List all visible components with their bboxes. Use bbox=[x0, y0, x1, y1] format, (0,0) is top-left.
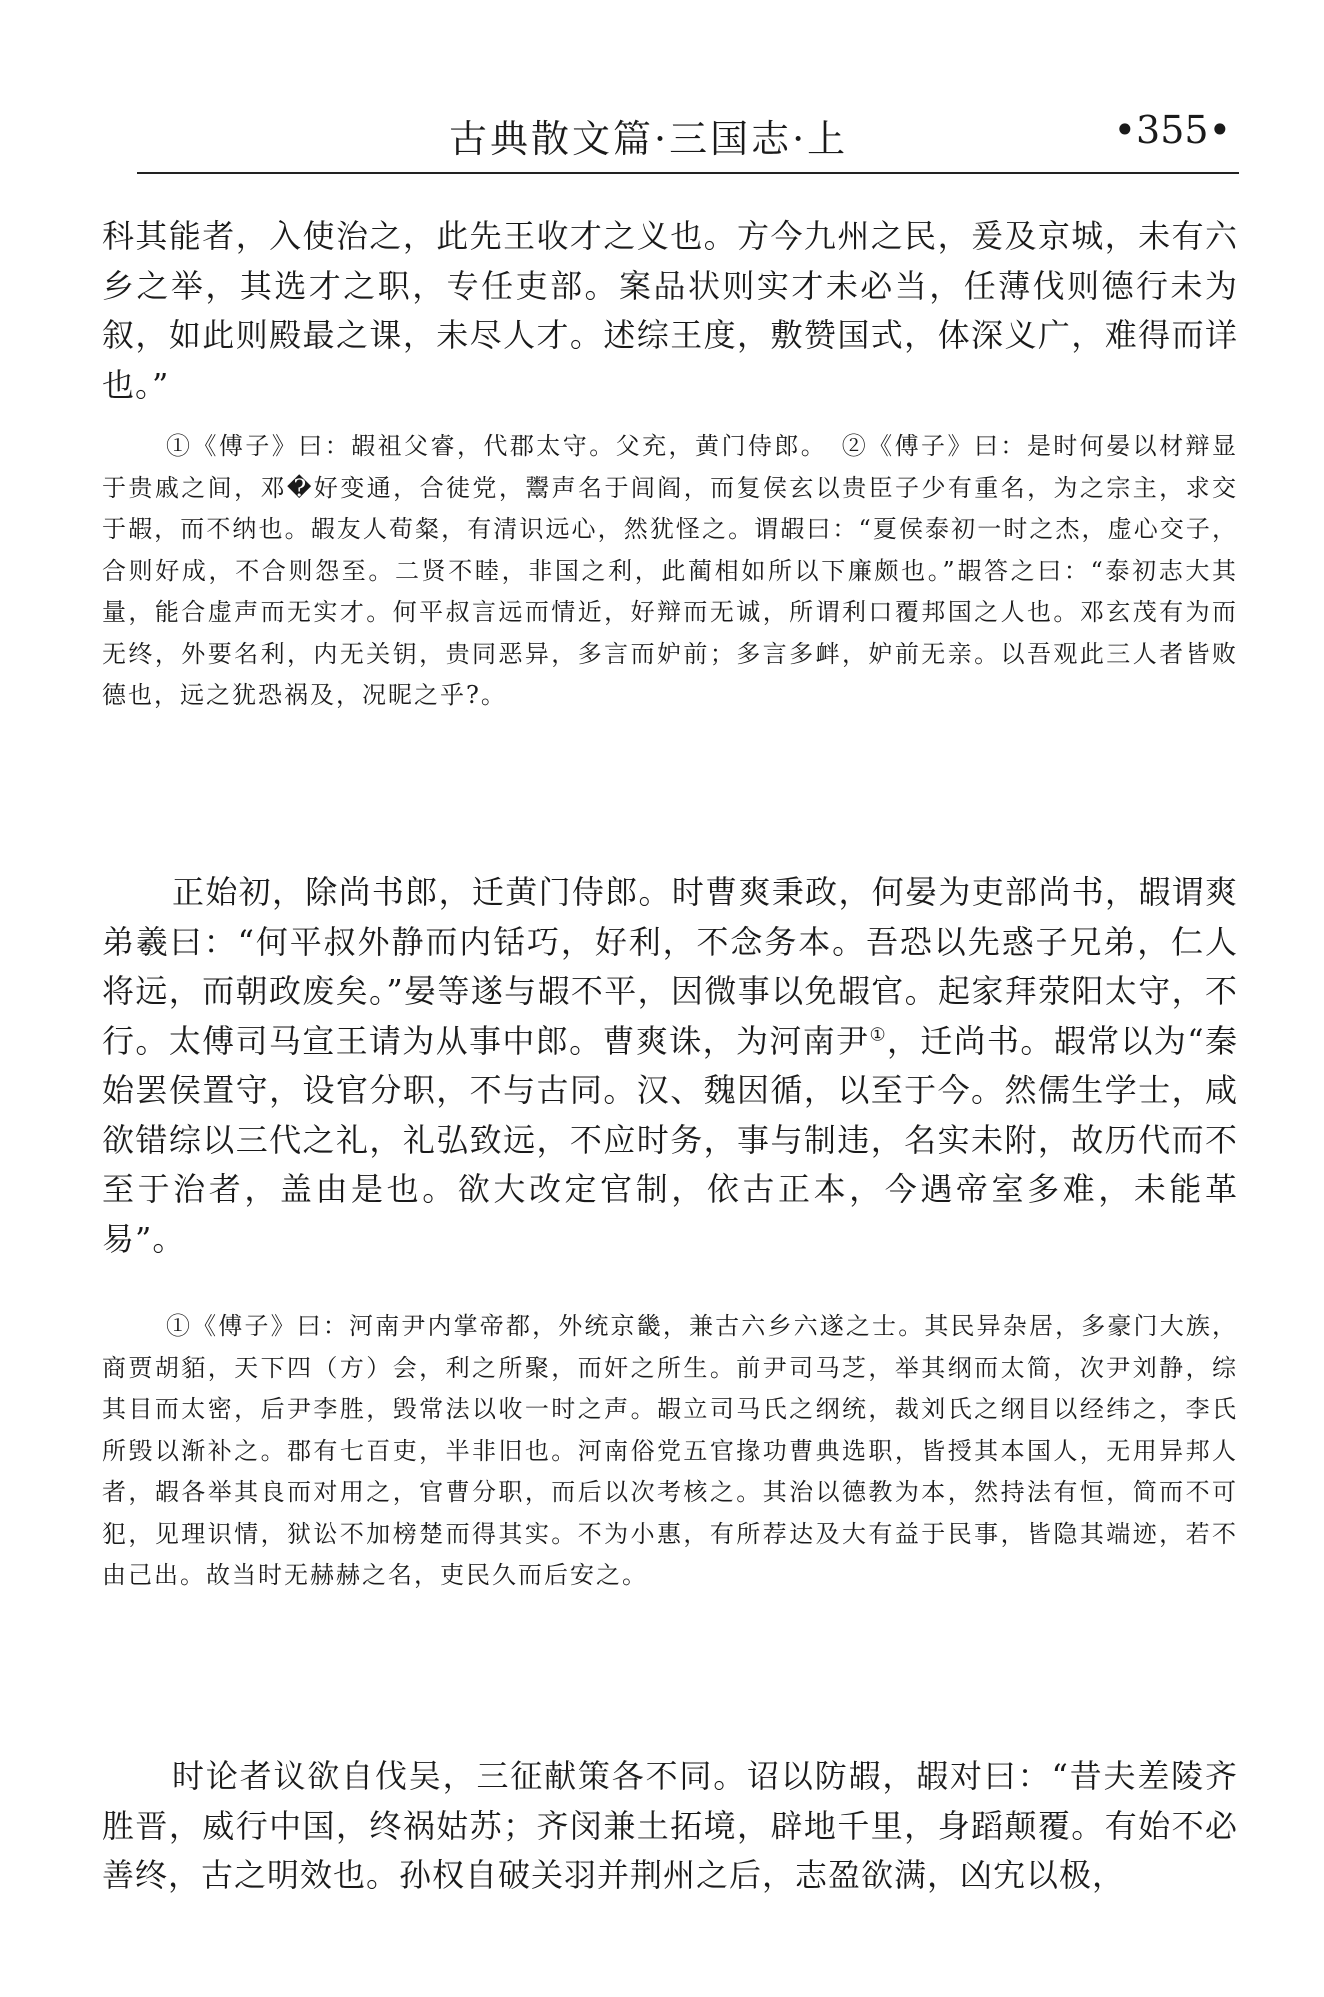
paragraph-2 bbox=[102, 868, 1238, 1264]
annotation-2-text: ①《傅子》曰：河南尹内掌帝都，外统京畿，兼古六乡六遂之士。其民异杂居，多豪门大族，商贾胡貊，天下四（方）会，利之所聚，而奸之所生。前尹司马芝，举其纲而太简，次尹刘静，综其目而太密，后尹李胜，毁常法以收一时之声。嘏立司马氏之纲统，裁刘氏之纲目以经纬之，李氏所毁以渐补之。郡有七百吏，半非旧也。河南俗党五官掾功曹典选职，皆授其本国人，无用异邦人者，嘏各举其良而对用之，官曹分职，而后以次考核之。其治以德教为本，然持法有恒，简而不可犯，见理识情，狱讼不加榜楚而得其实。不为小惠，有所荐达及大有益于民事，皆隐其端迹，若不由己出。故当时无赫赫之名，吏民久而后安之。 bbox=[102, 1312, 1238, 1589]
paragraph-3-text: 时论者议欲自伐吴，三征献策各不同。诏以防嘏，嘏对曰：“昔夫差陵齐胜晋，威行中国，终祸姑苏；齐闵兼土拓境，辟地千里，身蹈颠覆。有始不必善终，古之明效也。孙权自破关羽并荆州之后，志盈欲满，凶宄以极， bbox=[102, 1757, 1238, 1894]
annotation-2 bbox=[102, 1306, 1238, 1597]
paragraph-3 bbox=[102, 1752, 1238, 1901]
running-header bbox=[137, 108, 1239, 174]
paragraph-1-text: 科其能者，入使治之，此先王收才之义也。方今九州之民，爰及京城，未有六乡之举，其选才之职，专任吏部。案品状则实才未必当，任薄伐则德行未为叙，如此则殿最之课，未尽人才。述综王度，敷赞国式，体深义广，难得而详也。” bbox=[102, 217, 1238, 404]
header-title: 古典散文篇·三国志·上 bbox=[449, 117, 849, 161]
annotation-1 bbox=[102, 426, 1238, 717]
paragraph-2-part-a: 正始初，除尚书郎，迁黄门侍郎。时曹爽秉政，何晏为吏部尚书，嘏谓爽弟羲曰：“何平叔外静而内铦巧，好利，不念务本。吾恐以先惑子兄弟，仁人将远，而朝政废矣。”晏等遂与嘏不平，因微事以免嘏官。起家拜荥阳太守，不行。太傅司马宣王请为从事中郎。曹爽诛，为河南尹 bbox=[102, 873, 1238, 1060]
footnote-marker: ① bbox=[869, 1023, 887, 1045]
paragraph-2-text bbox=[102, 868, 1238, 1264]
annotation-1-text: ①《傅子》曰：嘏祖父睿，代郡太守。父充，黄门侍郎。 ②《傅子》曰：是时何晏以材辩显于贵戚之间，邓�好变通，合徒党，鬻声名于闾阎，而复侯玄以贵臣子少有重名，为之宗主，求交于嘏，而不纳也。嘏友人荀粲，有清识远心，然犹怪之。谓嘏曰：“夏侯泰初一时之杰，虚心交子，合则好成，不合则怨至。二贤不睦，非国之利，此蔺相如所以下廉颇也。”嘏答之曰：“泰初志大其量，能合虚声而无实才。何平叔言远而情近，好辩而无诚，所谓利口覆邦国之人也。邓玄茂有为而无终，外要名利，内无关钥，贵同恶异，多言而妒前；多言多衅，妒前无亲。以吾观此三人者皆败德也，远之犹恐祸及，况昵之乎?。 bbox=[102, 432, 1238, 709]
paragraph-1 bbox=[102, 212, 1238, 410]
page-number: •355• bbox=[1113, 108, 1231, 152]
paragraph-2-part-b: ，迁尚书。嘏常以为“秦始罢侯置守，设官分职，不与古同。汉、魏因循，以至于今。然儒生学士，咸欲错综以三代之礼，礼弘致远，不应时务，事与制违，名实未附，故历代而不至于治者，盖由是也。欲大改定官制，依古正本，今遇帝室多难，未能革易”。 bbox=[102, 1021, 1238, 1258]
